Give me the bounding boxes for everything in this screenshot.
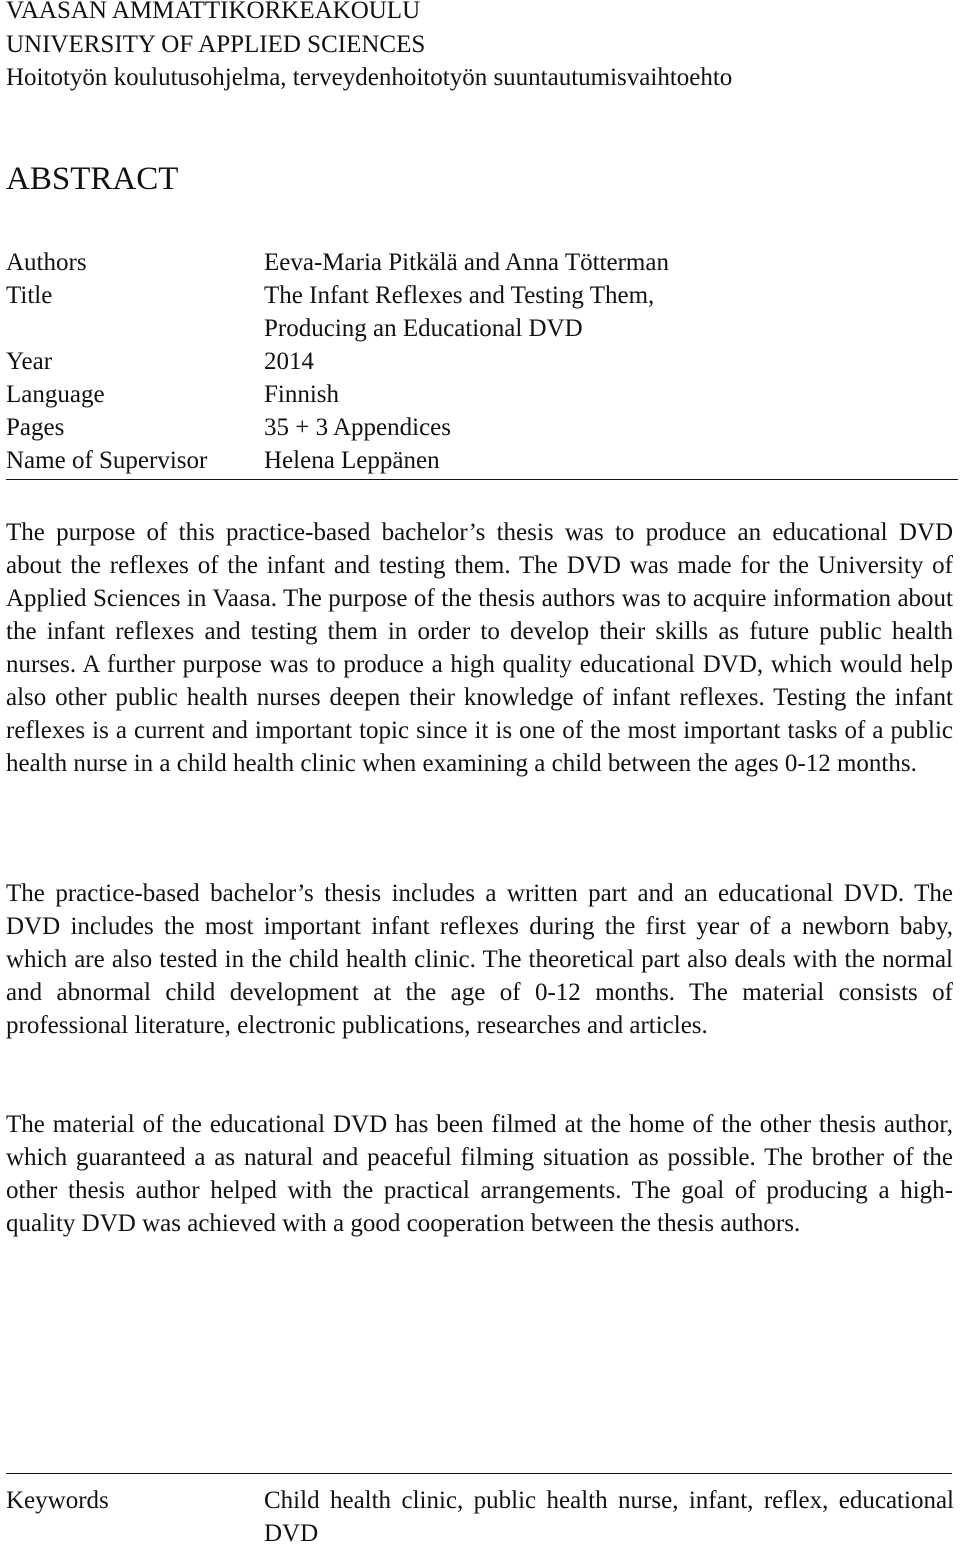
title-value-line-2: Producing an Educational DVD <box>264 315 583 342</box>
institution-name-english: UNIVERSITY OF APPLIED SCIENCES <box>6 31 426 58</box>
language-value: Finnish <box>264 381 340 408</box>
degree-programme: Hoitotyön koulutusohjelma, terveydenhoitotyön suuntautumisvaihtoehto <box>6 64 733 91</box>
divider-bottom <box>6 1473 952 1474</box>
authors-label: Authors <box>6 249 87 276</box>
supervisor-value: Helena Leppänen <box>264 447 440 474</box>
institution-name-finnish: VAASAN AMMATTIKORKEAKOULU <box>6 0 421 24</box>
language-label: Language <box>6 381 105 408</box>
pages-value: 35 + 3 Appendices <box>264 414 451 441</box>
year-label: Year <box>6 348 53 375</box>
year-value: 2014 <box>264 348 314 375</box>
abstract-paragraph-2: The practice-based bachelor’s thesis includes a written part and an educational DVD. The DVD includes the most important infant reflexes during the first year of a newborn baby, which are also tested in the child health clinic. The theoretical part also deals with the normal and abnormal child development at the age of 0-12 months. The material consists of professional literature, electronic publications, researches and articles. <box>6 880 953 1039</box>
title-label: Title <box>6 282 53 309</box>
supervisor-label: Name of Supervisor <box>6 447 208 474</box>
keywords-label: Keywords <box>6 1487 109 1514</box>
authors-value: Eeva-Maria Pitkälä and Anna Tötterman <box>264 249 669 276</box>
keywords-value: Child health clinic, public health nurse, infant, reflex, educational DVD <box>264 1487 954 1547</box>
abstract-paragraph-1: The purpose of this practice-based bachelor’s thesis was to produce an educational DVD about the reflexes of the infant and testing them. The DVD was made for the University of Applied Sciences in Vaasa. The purpose of the thesis authors was to acquire information about the infant reflexes and testing them in order to develop their skills as future public health nurses. A further purpose was to produce a high quality educational DVD, which would help also other public health nurses deepen their knowledge of infant reflexes. Testing the infant reflexes is a current and important topic since it is one of the most important tasks of a public health nurse in a child health clinic when examining a child between the ages 0-12 months. <box>6 519 953 777</box>
abstract-paragraph-3: The material of the educational DVD has been filmed at the home of the other thesis author, which guaranteed a as natural and peaceful filming situation as possible. The brother of the other thesis author helped with the practical arrangements. The goal of producing a high-quality DVD was achieved with a good cooperation between the thesis authors. <box>6 1111 953 1237</box>
abstract-heading: ABSTRACT <box>6 161 179 197</box>
pages-label: Pages <box>6 414 65 441</box>
title-value-line-1: The Infant Reflexes and Testing Them, <box>264 282 655 309</box>
divider-top <box>6 479 958 480</box>
